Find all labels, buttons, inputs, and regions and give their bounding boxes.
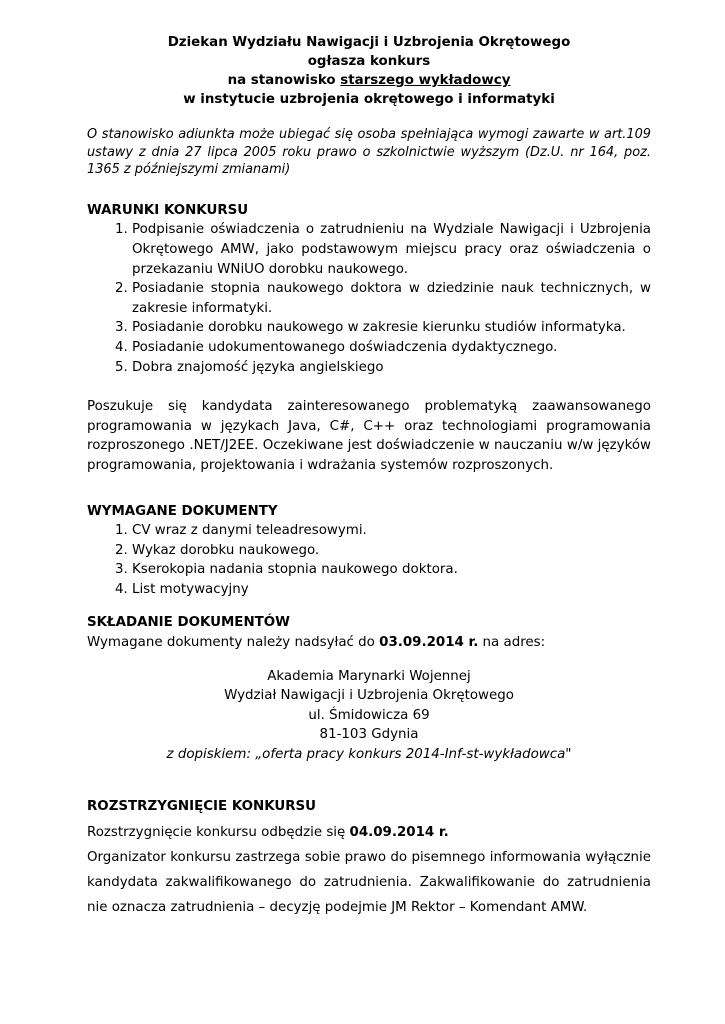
- address-line-4: 81-103 Gdynia: [319, 727, 419, 743]
- address-annotation: z dopiskiem: „oferta pracy konkurs 2014-Inf-st-wykładowca": [166, 747, 572, 763]
- submission-text: [87, 633, 651, 653]
- header-line-4: w instytucie uzbrojenia okrętowego i informatyki: [183, 92, 555, 107]
- address-line-2: Wydział Nawigacji i Uzbrojenia Okrętowego: [224, 688, 514, 704]
- address-line-3: ul. Śmidowicza 69: [308, 707, 430, 723]
- condition-item: 2. Posiadanie stopnia naukowego doktora w dziedzinie nauk technicznych, w zakresie informatyki.: [132, 279, 651, 318]
- conditions-heading: WARUNKI KONKURSU: [87, 202, 249, 218]
- postal-address: [87, 667, 651, 765]
- header-line-1: Dziekan Wydziału Nawigacji i Uzbrojenia Okrętowego: [167, 35, 571, 50]
- document-item: 4. List motywacyjny: [132, 580, 651, 600]
- resolution-date: 04.09.2014 r.: [349, 825, 449, 841]
- header-line-2: ogłasza konkurs: [307, 54, 431, 69]
- condition-item: 1. Podpisanie oświadczenia o zatrudnieniu na Wydziale Nawigacji i Uzbrojenia Okrętowego AMW, jako podstawowym miejscu pracy oraz oświadczenia o przekazaniu WNiUO dorobku naukowego.: [132, 220, 651, 279]
- condition-item: 5. Dobra znajomość języka angielskiego: [132, 358, 651, 378]
- document-item: 1. CV wraz z danymi teleadresowymi.: [132, 521, 651, 541]
- address-line-1: Akademia Marynarki Wojennej: [267, 668, 471, 684]
- document-page: [87, 33, 651, 920]
- documents-list: [87, 521, 651, 599]
- position-title: starszego wykładowcy: [340, 73, 511, 88]
- resolution-section: [87, 797, 651, 921]
- document-item: 3. Kserokopia nadania stopnia naukowego doktora.: [132, 560, 651, 580]
- condition-item: 3. Posiadanie dorobku naukowego w zakresie kierunku studiów informatyka.: [132, 318, 651, 338]
- conditions-section: [87, 201, 651, 377]
- announcement-header: [87, 33, 651, 109]
- resolution-date-text: [87, 820, 651, 845]
- header-line-3: [87, 71, 651, 90]
- resolution-heading: ROZSTRZYGNIĘCIE KONKURSU: [87, 798, 317, 814]
- resolution-text-prefix: Rozstrzygnięcie konkursu odbędzie się: [87, 825, 350, 841]
- header-line-3-prefix: na stanowisko: [227, 73, 341, 88]
- conditions-list: [87, 220, 651, 377]
- documents-heading: WYMAGANE DOKUMENTY: [87, 503, 278, 519]
- submission-text-suffix: na adres:: [478, 635, 546, 651]
- document-item: 2. Wykaz dorobku naukowego.: [132, 541, 651, 561]
- condition-item: 4. Posiadanie udokumentowanego doświadczenia dydaktycznego.: [132, 338, 651, 358]
- submission-deadline: 03.09.2014 r.: [379, 635, 479, 651]
- resolution-paragraph: Organizator konkursu zastrzega sobie prawo do pisemnego informowania wyłącznie kandydata zakwalifikowanego do zatrudnienia. Zakwalifikowanie do zatrudnienia nie oznacza zatrudnienia – decyzję podejmie JM Rektor – Komendant AMW.: [87, 850, 651, 916]
- candidate-paragraph: Poszukuje się kandydata zainteresowanego problematyką zaawansowanego programowania w językach Java, C#, C++ oraz technologiami programowania rozproszonego .NET/J2EE. Oczekiwane jest doświadczenie w nauczaniu w/w języków programowania, projektowania i wdrażania systemów rozproszonych.: [87, 399, 651, 473]
- submission-text-prefix: Wymagane dokumenty należy nadsyłać do: [87, 635, 380, 651]
- intro-paragraph: O stanowisko adiunkta może ubiegać się osoba spełniająca wymogi zawarte w art.109 ustawy z dnia 27 lipca 2005 roku prawo o szkolnictwie wyższym (Dz.U. nr 164, poz. 1365 z późniejszymi zmianami): [87, 127, 651, 178]
- submission-section: [87, 613, 651, 764]
- documents-section: [87, 502, 651, 600]
- submission-heading: SKŁADANIE DOKUMENTÓW: [87, 615, 290, 631]
